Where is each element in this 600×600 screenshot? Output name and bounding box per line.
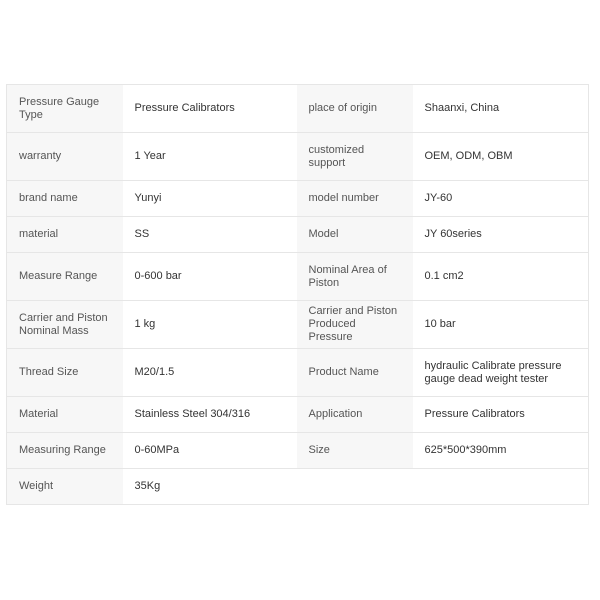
spec-label: Weight [7,469,123,505]
spec-label: Application [297,397,413,433]
spec-value: 0-600 bar [123,253,297,301]
spec-label: Measuring Range [7,433,123,469]
table-row [7,253,589,301]
spec-value: Shaanxi, China [413,85,589,133]
spec-label: warranty [7,133,123,181]
spec-label: Product Name [297,349,413,397]
spec-empty-cell [413,469,589,505]
table-row [7,85,589,133]
spec-label: Thread Size [7,349,123,397]
spec-label: Nominal Area of Piston [297,253,413,301]
spec-value: Yunyi [123,181,297,217]
spec-value: 35Kg [123,469,297,505]
spec-value: JY 60series [413,217,589,253]
product-spec-table [6,84,589,505]
spec-value: hydraulic Calibrate pressure gauge dead weight tester [413,349,589,397]
spec-label: Pressure Gauge Type [7,85,123,133]
spec-label: brand name [7,181,123,217]
spec-label: Material [7,397,123,433]
table-row [7,301,589,349]
spec-value: Pressure Calibrators [413,397,589,433]
spec-value: Pressure Calibrators [123,85,297,133]
spec-label: material [7,217,123,253]
spec-empty-cell [297,469,413,505]
table-row [7,181,589,217]
spec-value: 625*500*390mm [413,433,589,469]
spec-value: 0.1 cm2 [413,253,589,301]
spec-label: place of origin [297,85,413,133]
spec-value: SS [123,217,297,253]
spec-value: M20/1.5 [123,349,297,397]
spec-label: model number [297,181,413,217]
spec-value: 10 bar [413,301,589,349]
spec-value: Stainless Steel 304/316 [123,397,297,433]
table-row [7,349,589,397]
table-row [7,217,589,253]
spec-label: Size [297,433,413,469]
spec-label: customized support [297,133,413,181]
spec-value: OEM, ODM, OBM [413,133,589,181]
table-row [7,433,589,469]
spec-label: Carrier and Piston Nominal Mass [7,301,123,349]
spec-label: Measure Range [7,253,123,301]
spec-value: 1 Year [123,133,297,181]
table-row [7,133,589,181]
spec-label: Carrier and Piston Produced Pressure [297,301,413,349]
spec-value: 1 kg [123,301,297,349]
table-row [7,469,589,505]
spec-value: 0-60MPa [123,433,297,469]
spec-label: Model [297,217,413,253]
spec-value: JY-60 [413,181,589,217]
table-row [7,397,589,433]
